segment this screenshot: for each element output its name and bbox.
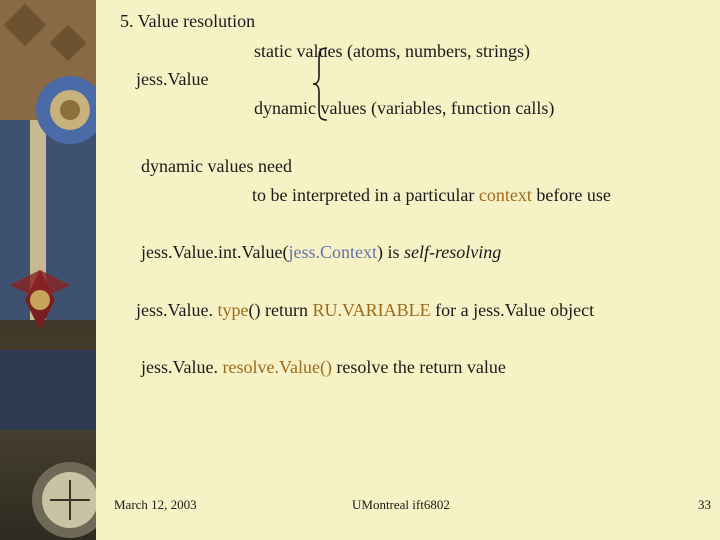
type-method: type <box>217 300 249 320</box>
intvalue-line <box>141 241 501 263</box>
variable-constant: RU.VARIABLE <box>312 300 431 320</box>
slide-heading: 5. Value resolution <box>120 11 256 31</box>
type-line <box>136 299 594 321</box>
intvalue-text: jess.Value.int.Value( <box>141 242 289 262</box>
footer-course: UMontreal ift6802 <box>352 497 450 512</box>
self-resolving-term: self-resolving <box>403 242 502 262</box>
footer-date: March 12, 2003 <box>114 497 197 512</box>
page-number: 33 <box>698 497 711 512</box>
decorative-medal-image <box>0 0 96 540</box>
intvalue-is-text: ) is <box>376 242 404 262</box>
branch-static: static values (atoms, numbers, strings) <box>254 41 530 61</box>
interpretation-text: to be interpreted in a particular <box>252 185 479 205</box>
context-class: jess.Context <box>288 242 377 262</box>
resolve-suffix: resolve the return value <box>331 357 506 377</box>
branch-dynamic: dynamic values (variables, function calls) <box>254 98 555 118</box>
slide-content <box>96 0 720 540</box>
type-return-text: () return <box>248 300 313 320</box>
resolve-line <box>141 356 506 378</box>
type-suffix: for a jess.Value object <box>430 300 595 320</box>
resolve-prefix: jess.Value. <box>141 357 223 377</box>
before-use-text: before use <box>531 185 611 205</box>
type-prefix: jess.Value. <box>136 300 218 320</box>
dynamic-values-line: dynamic values need <box>141 156 292 176</box>
context-term: context <box>478 185 532 205</box>
resolve-method: resolve.Value() <box>222 357 332 377</box>
brace-label: jess.Value <box>136 69 209 89</box>
interpretation-line <box>252 184 611 206</box>
